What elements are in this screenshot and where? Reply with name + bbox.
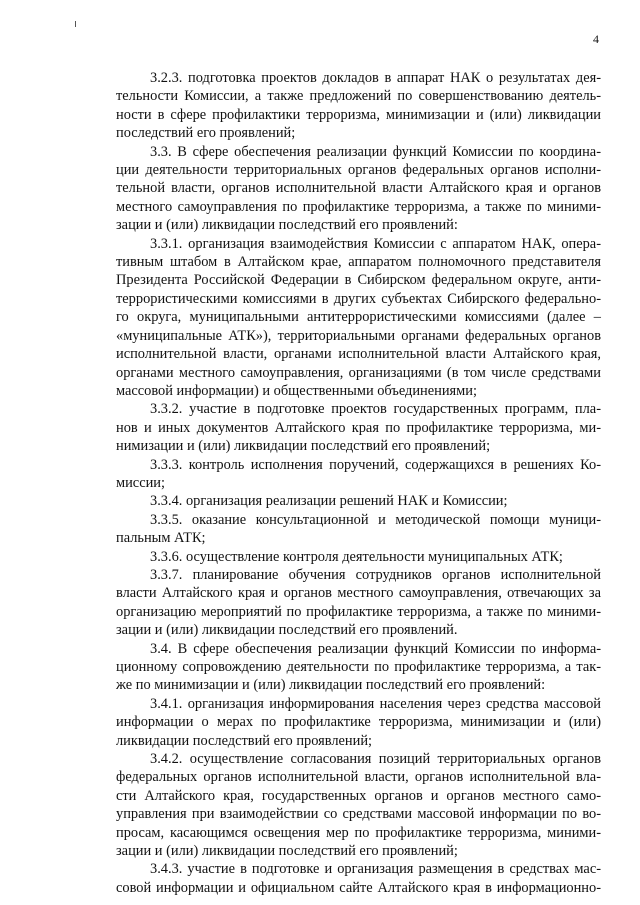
paragraph — [116, 750, 601, 860]
text-line: управления при взаимодействии со средствами массовой информации по во- — [116, 806, 601, 823]
text-line: органами местного самоуправления, организациями (в том числе средствами — [116, 364, 601, 381]
text-line: федеральных органов исполнительной власти, органов исполнительной вла- — [116, 769, 601, 786]
text-line: 3.4.3. участие в подготовке и организация размещения в средствах мас- — [150, 861, 601, 878]
text-line: го округа, муниципальными антитеррористическими комиссиями (далее – — [116, 309, 601, 326]
text-line: террористическими комиссиями в других субъектах Сибирского федерально- — [116, 290, 601, 307]
text-line: организацию мероприятий по профилактике терроризма, а также по миними- — [116, 603, 601, 620]
text-line: тельной власти, органов исполнительной власти Алтайского края и органов — [116, 180, 601, 197]
text-line: ности в сфере профилактики терроризма, минимизации и (или) ликвидации — [116, 106, 601, 123]
text-line: «муниципальные АТК»), территориальными органами федеральных органов — [116, 327, 601, 344]
page-number: 4 — [593, 32, 599, 46]
paragraph — [116, 69, 601, 143]
text-line: нов и иных документов Алтайского края по профилактике терроризма, ми- — [116, 419, 601, 436]
text-line: нимизации и (или) ликвидации последствий его проявлений; — [116, 438, 491, 455]
text-line: 3.2.3. подготовка проектов докладов в аппарат НАК о результатах дея- — [150, 70, 601, 86]
text-line: ции деятельности территориальных органов федеральных органов исполни- — [116, 162, 601, 179]
text-line: массовой информации) и общественными объединениями; — [116, 382, 477, 399]
text-line: исполнительной власти, органами исполнительной власти Алтайского края, — [116, 346, 601, 363]
text-line: же по минимизации и (или) ликвидации последствий его проявлений: — [116, 677, 546, 694]
text-line: совой информации и официальном сайте Алтайского края в информационно- — [116, 879, 601, 896]
text-line: 3.3.2. участие в подготовке проектов государственных программ, пла- — [150, 401, 601, 418]
paragraph — [116, 860, 601, 897]
paragraph — [116, 548, 601, 566]
text-line: информации о мерах по профилактике терроризма, минимизации и (или) — [116, 714, 601, 731]
text-line: 3.3.4. организация реализации решений НАК и Комиссии; — [150, 493, 508, 510]
paragraph — [116, 235, 601, 401]
paragraph — [116, 566, 601, 640]
text-line: 3.3. В сфере обеспечения реализации функций Комиссии по координа- — [150, 143, 601, 160]
paragraph — [116, 695, 601, 750]
paragraph — [116, 492, 601, 510]
text-line: зации и (или) ликвидации последствий его проявлений. — [116, 622, 458, 639]
text-line: ционному сопровождению деятельности по профилактике терроризма, а так- — [116, 659, 601, 675]
text-line: тивным штабом в Алтайском крае, аппаратом полномочного представителя — [116, 254, 601, 271]
text-line: 3.3.3. контроль исполнения поручений, содержащихся в решениях Ко- — [150, 456, 601, 473]
text-line: последствий его проявлений; — [116, 125, 296, 142]
text-line: зации и (или) ликвидации последствий его проявлений: — [116, 217, 458, 234]
scan-mark — [75, 21, 76, 27]
text-line: 3.4. В сфере обеспечения реализации функций Комиссии по информа- — [150, 640, 601, 657]
paragraph — [116, 456, 601, 493]
text-line: пальным АТК; — [116, 530, 206, 547]
text-line: тельности Комиссии, а также предложений по совершенствованию деятель- — [116, 88, 601, 105]
paragraph — [116, 143, 601, 235]
text-line: зации и (или) ликвидации последствий его проявлений; — [116, 843, 458, 860]
text-line: миссии; — [116, 474, 165, 491]
text-line: 3.3.7. планирование обучения сотрудников органов исполнительной — [150, 566, 601, 583]
text-line: местного самоуправления по профилактике терроризма, а также по миними- — [116, 198, 601, 215]
paragraph — [116, 511, 601, 548]
text-line: 3.3.5. оказание консультационной и методической помощи муници- — [150, 511, 601, 528]
text-line: просам, касающимся освещения мер по профилактике терроризма, миними- — [116, 824, 601, 841]
text-line: Президента Российской Федерации в Сибирском федеральном округе, анти- — [116, 272, 601, 289]
paragraph — [116, 640, 601, 695]
text-line: 3.3.6. осуществление контроля деятельности муниципальных АТК; — [150, 548, 563, 565]
paragraph — [116, 400, 601, 455]
text-line: сти Алтайского края, государственных органов и органов местного само- — [116, 787, 601, 804]
text-line: 3.3.1. организация взаимодействия Комиссии с аппаратом НАК, опера- — [150, 235, 601, 252]
text-line: 3.4.1. организация информирования населения через средства массовой — [150, 695, 601, 712]
text-line: ликвидации последствий его проявлений; — [116, 732, 373, 749]
text-line: власти Алтайского края и органов местного самоуправления, отвечающих за — [116, 585, 601, 602]
text-line: 3.4.2. осуществление согласования позиций территориальных органов — [150, 751, 601, 768]
document-body — [116, 69, 601, 897]
